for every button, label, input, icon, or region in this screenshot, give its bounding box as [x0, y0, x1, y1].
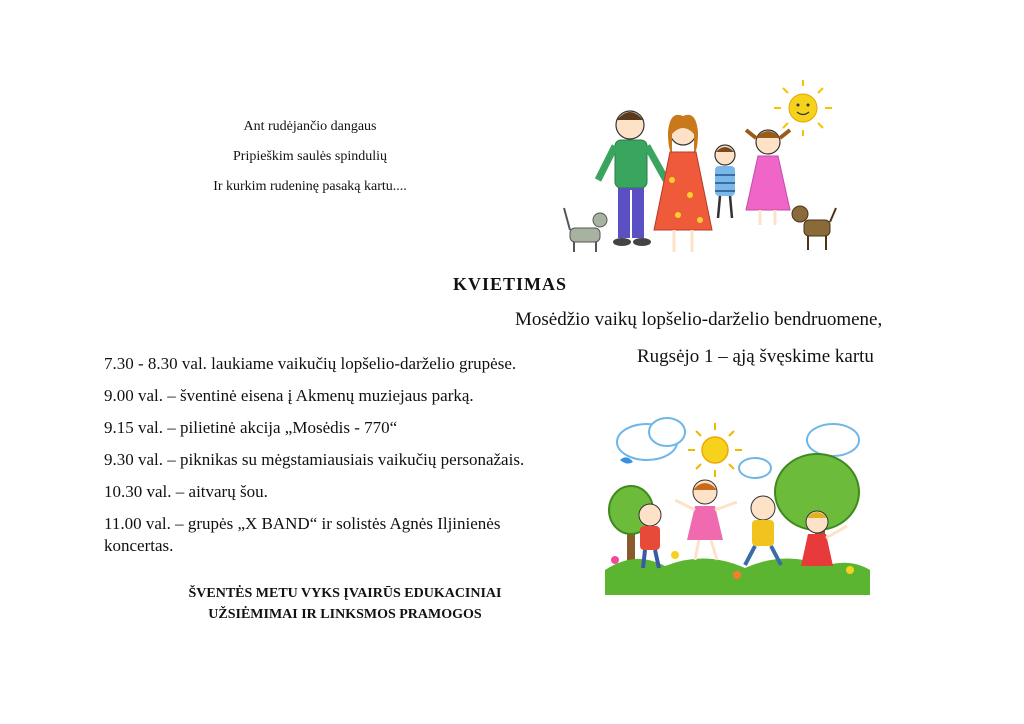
schedule-item-2: 9.00 val. – šventinė eisena į Akmenų muziejaus parką. — [104, 386, 474, 405]
kids-playing-illustration — [605, 410, 870, 595]
schedule-item-6: 11.00 val. – grupės „X BAND“ ir solistės Agnės Iljinienės koncertas. — [104, 514, 501, 555]
schedule-item-3: 9.15 val. – pilietinė akcija „Mosėdis - 770“ — [104, 418, 398, 437]
schedule-list — [104, 353, 594, 557]
schedule-item-4: 9.30 val. – piknikas su mėgstamiausiais vaikučių personažais. — [104, 450, 525, 469]
cat-figure — [564, 208, 607, 252]
dog-figure — [792, 206, 836, 250]
sun-icon — [688, 423, 742, 477]
mom-figure — [654, 115, 712, 252]
poem-line-1: Ant rudėjančio dangaus — [243, 119, 377, 134]
schedule-item-5: 10.30 val. – aitvarų šou. — [104, 482, 268, 501]
family-drawing — [560, 80, 840, 260]
schedule-item-1: 7.30 - 8.30 val. laukiame vaikučių lopšelio-darželio grupėse. — [104, 354, 517, 373]
sun-icon — [774, 80, 832, 136]
greeting-line-2: Rugsėjo 1 – ąją švęskime kartu — [637, 346, 874, 367]
greeting-line-1: Mosėdžio vaikų lopšelio-darželio bendruomene, — [515, 309, 883, 330]
invitation-title: KVIETIMAS — [452, 274, 568, 294]
footer-note — [130, 583, 560, 625]
girl-figure — [746, 130, 790, 225]
footer-line-2: UŽSIĖMIMAI IR LINKSMOS PRAMOGOS — [208, 607, 482, 622]
footer-line-1: ŠVENTĖS METU VYKS ĮVAIRŪS EDUKACINIAI — [188, 586, 502, 601]
poem — [180, 112, 440, 202]
poem-line-3: Ir kurkim rudeninę pasaką kartu.... — [213, 179, 407, 194]
kid-figure-3 — [745, 496, 781, 565]
kid-figure-2 — [675, 480, 737, 560]
kid-figure-1 — [639, 504, 661, 568]
poem-line-2: Pripieškim saulės spindulių — [233, 149, 387, 164]
boy-figure — [715, 145, 735, 218]
